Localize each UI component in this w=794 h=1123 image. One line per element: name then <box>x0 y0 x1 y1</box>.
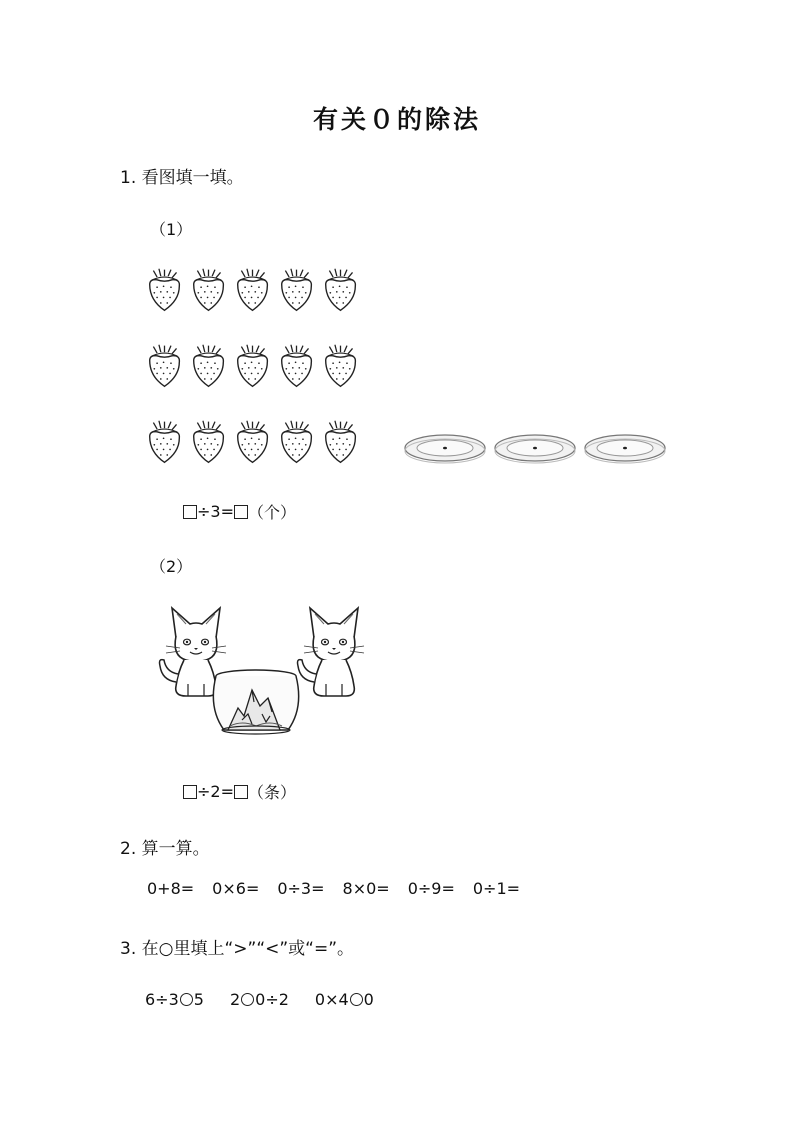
equation-unit: （条） <box>248 783 297 802</box>
question-2-heading: 2. 算一算。 <box>120 839 210 859</box>
calculation-row <box>147 879 538 898</box>
answer-box[interactable] <box>183 505 197 519</box>
strawberry-icon <box>322 418 359 466</box>
plate-icon <box>584 432 666 466</box>
strawberry-icon <box>190 342 227 390</box>
question-3-heading: 3. 在○里填上“>”“<”或“=”。 <box>120 939 355 959</box>
compare-circle[interactable] <box>350 993 363 1006</box>
strawberry-icon <box>146 418 183 466</box>
page-title: 有关０的除法 <box>312 105 481 134</box>
part-1-label: （1） <box>150 220 193 239</box>
question-1-heading: 1. 看图填一填。 <box>120 168 244 188</box>
calc-item: 0×6= <box>212 879 260 898</box>
strawberry-icon <box>278 266 315 314</box>
fishbowl-icon <box>208 668 304 738</box>
strawberry-icon <box>146 342 183 390</box>
strawberry-icon <box>278 418 315 466</box>
strawberry-icon <box>190 418 227 466</box>
calc-item: 8×0= <box>342 879 390 898</box>
strawberry-icon <box>146 266 183 314</box>
equation-operator: ÷3= <box>197 502 234 521</box>
compare-item: 0×4 0 <box>314 990 374 1009</box>
compare-circle[interactable] <box>180 993 193 1006</box>
strawberry-icon <box>278 342 315 390</box>
strawberry-icon <box>322 266 359 314</box>
calc-item: 0÷9= <box>407 879 455 898</box>
calc-item: 0÷1= <box>472 879 521 898</box>
compare-row <box>145 990 374 1009</box>
strawberry-icon <box>234 266 271 314</box>
strawberry-icon <box>322 342 359 390</box>
strawberry-icon <box>234 342 271 390</box>
answer-box[interactable] <box>234 505 248 519</box>
equation-operator: ÷2= <box>197 782 234 801</box>
answer-box[interactable] <box>234 785 248 799</box>
cat-icon <box>294 600 374 700</box>
calc-item: 0÷3= <box>277 879 325 898</box>
equation-unit: （个） <box>248 503 297 522</box>
compare-item: 6÷3 5 <box>145 990 204 1009</box>
plate-icon <box>494 432 576 466</box>
equation-2 <box>183 780 296 803</box>
strawberry-grid <box>146 266 359 466</box>
compare-item: 2 0÷2 <box>229 990 289 1009</box>
part-2-label: （2） <box>150 557 193 576</box>
calc-item: 0+8= <box>147 879 195 898</box>
equation-1 <box>183 500 296 523</box>
strawberry-icon <box>190 266 227 314</box>
compare-circle[interactable] <box>241 993 254 1006</box>
strawberry-icon <box>234 418 271 466</box>
plates-group <box>404 432 666 466</box>
plate-icon <box>404 432 486 466</box>
answer-box[interactable] <box>183 785 197 799</box>
